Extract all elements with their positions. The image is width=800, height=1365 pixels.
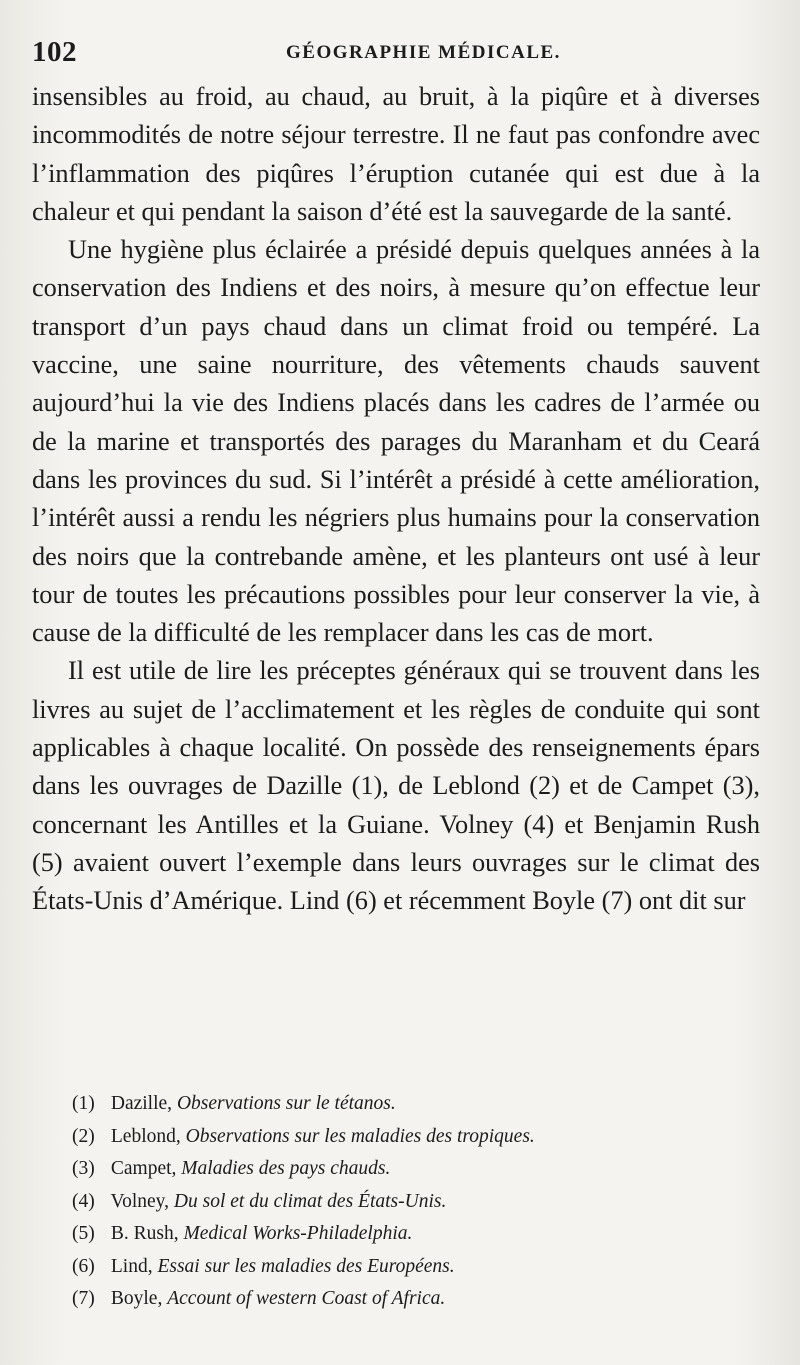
footnote-number: (2) <box>72 1125 95 1147</box>
footnote-title: Du sol et du climat des États-Unis. <box>173 1190 447 1212</box>
footnote <box>72 1088 762 1121</box>
footnote-author: Leblond, <box>110 1125 181 1147</box>
footnote-number: (4) <box>72 1190 95 1212</box>
footnote-title: Observations sur les maladies des tropiques. <box>185 1125 535 1147</box>
footnote-title: Essai sur les maladies des Européens. <box>157 1255 455 1277</box>
footnote-title: Medical Works-Philadelphia. <box>183 1223 413 1244</box>
footnote-author: Volney, <box>110 1190 170 1212</box>
footnote <box>72 1186 762 1219</box>
footnote-title: Account of western Coast of Africa. <box>167 1288 446 1309</box>
footnote-number: (6) <box>72 1255 95 1277</box>
running-title: GÉOGRAPHIE MÉDICALE. <box>286 42 561 63</box>
footnote-number: (5) <box>72 1223 95 1244</box>
page-number: 102 <box>32 36 77 68</box>
paragraph-continuation: insensibles au froid, au chaud, au bruit, à la piqûre et à diverses incommodités de notre séjour terrestre. Il ne faut pas confondre avec l’inflammation des piqûres l’éruption cutanée qui est due à la chaleur et qui pendant la saison d’été est la sauvegarde de la santé. <box>32 82 760 226</box>
body-text <box>32 78 760 921</box>
footnote-title: Maladies des pays chauds. <box>181 1158 391 1179</box>
footnote-author: Boyle, <box>110 1288 163 1309</box>
footnote <box>72 1251 762 1284</box>
footnote <box>72 1153 762 1186</box>
footnotes <box>72 1088 762 1316</box>
page-header <box>32 36 762 70</box>
footnote-title: Observations sur le tétanos. <box>176 1093 396 1114</box>
footnote-number: (3) <box>72 1158 95 1179</box>
paragraph-hygiene: Une hygiène plus éclairée a présidé depuis quelques années à la conservation des Indiens et des noirs, à mesure qu’on effectue leur transport d’un pays chaud dans un climat froid ou tempéré. La vaccine, une saine nourriture, des vêtements chauds sauvent aujourd’hui la vie des Indiens placés dans les cadres de l’armée ou de la marine et transportés des parages du Maranham et du Ceará dans les provinces du sud. Si l’intérêt a présidé à cette amélioration, l’intérêt aussi a rendu les négriers plus humains pour la conservation des noirs que la contrebande amène, et les planteurs ont usé à leur tour de toutes les précautions possibles pour leur conserver la vie, à cause de la difficulté de les remplacer dans les cas de mort. <box>32 235 760 648</box>
footnote <box>72 1283 762 1316</box>
footnote-author: B. Rush, <box>110 1223 179 1244</box>
footnote <box>72 1218 762 1251</box>
footnote-author: Campet, <box>110 1158 177 1179</box>
footnote-number: (1) <box>72 1093 95 1114</box>
footnote-author: Dazille, <box>110 1093 173 1114</box>
footnote-number: (7) <box>72 1288 95 1309</box>
footnote-author: Lind, <box>110 1255 153 1277</box>
paragraph-references: Il est utile de lire les préceptes généraux qui se trouvent dans les livres au sujet de l’acclimatement et les règles de conduite qui sont applicables à chaque localité. On possède des renseignements épars dans les ouvrages de Dazille (1), de Leblond (2) et de Campet (3), concernant les Antilles et la Guiane. Volney (4) et Benjamin Rush (5) avaient ouvert l’exemple dans leurs ouvrages sur le climat des États-Unis d’Amérique. Lind (6) et récemment Boyle (7) ont dit sur <box>32 656 760 916</box>
footnote <box>72 1121 762 1154</box>
